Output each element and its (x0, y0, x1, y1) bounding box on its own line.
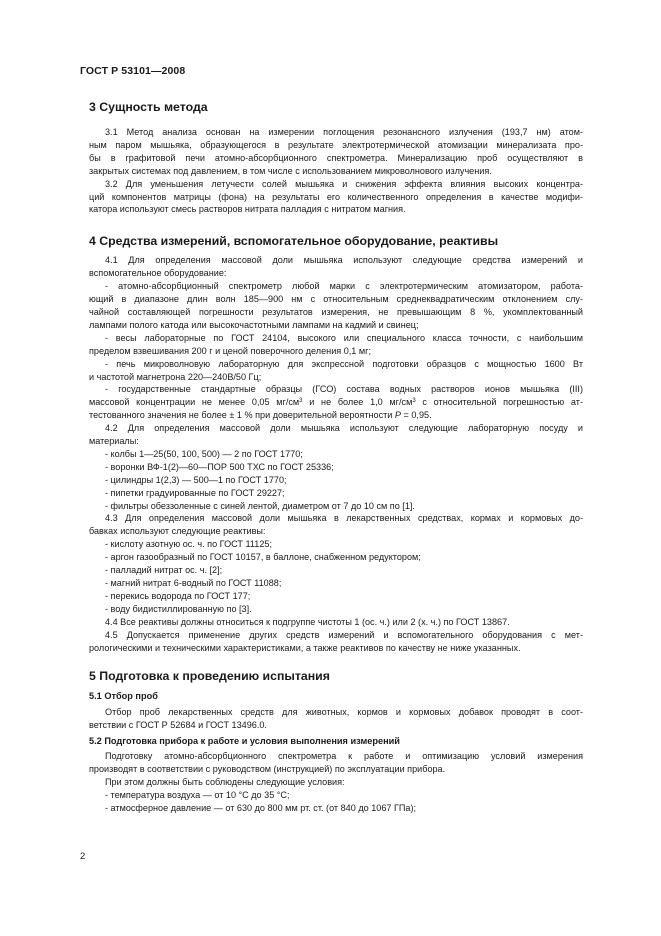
paragraph-line (89, 409, 583, 422)
variable-p: P (394, 410, 401, 421)
list-item: - атмосферное давление — от 630 до 800 мм рт. ст. (от 840 до 1067 ГПа); (105, 802, 417, 813)
paragraph-line: лампами полого катода или высокочастотными лампами на кадмий и свинец; (89, 319, 419, 330)
paragraph-line: 4.2 Для определения массовой доли мышьяка используют следующие лабораторную посуду и (105, 423, 583, 434)
paragraph-line: бы в графитовой печи атомно-абсорбционного спектрометра. Минерализацию проб осуществляют в (89, 152, 583, 163)
list-item: - температура воздуха — от 10 °С до 35 °С; (105, 789, 290, 800)
page-number: 2 (80, 851, 86, 862)
subsection-5-2-title: 5.2 Подготовка прибора к работе и условия выполнения измерений (89, 735, 400, 746)
section-4-title: 4 Средства измерений, вспомогательное оборудование, реактивы (89, 234, 499, 249)
paragraph-line: производят в соответствии с руководством (инструкцией) по эксплуатации прибора. (89, 764, 446, 775)
text-span: с относительной погрешностью ат- (415, 397, 583, 408)
paragraph-line: и частотой магнетрона 220—240В/50 Гц; (89, 371, 262, 382)
list-item: - печь микроволновую лабораторную для экспрессной подготовки образцов с мощностью 1600 Вт (105, 358, 583, 369)
paragraph-line: чайной составляющей погрешности результатов измерения, не превышающим 8 %, укомплектованный (89, 306, 583, 317)
superscript: 3 (299, 398, 303, 405)
text-span: и не более 1,0 мг/см (302, 397, 413, 408)
list-item: - кислоту азотную ос. ч. по ГОСТ 11125; (105, 539, 272, 550)
section-5-title: 5 Подготовка к проведению испытания (89, 669, 330, 684)
paragraph-line (89, 396, 583, 409)
paragraph-line: 4.1 Для определения массовой доли мышьяка используют следующие средства измерений и (105, 255, 583, 266)
paragraph-line: ющий в диапазоне длин волн 185—900 нм с относительным среднеквадратическим отклонением слу- (89, 294, 583, 305)
list-item: - перекись водорода по ГОСТ 177; (105, 590, 251, 601)
list-item: - аргон газообразный по ГОСТ 10157, в баллоне, снабженном редуктором; (105, 552, 421, 563)
paragraph-line: материалы: (89, 436, 139, 447)
paragraph-line: Подготовку атомно-абсорбционного спектрометра к работе и оптимизацию условий измерения (105, 751, 583, 762)
paragraph-line: ций компонентов матрицы (фона) на результаты его количественного определения в качестве модифи- (89, 191, 583, 202)
paragraph-line: вспомогательное оборудование: (89, 268, 227, 279)
paragraph-line: пределом взвешивания 200 г и ценой поверочного деления 0,1 мг; (89, 345, 371, 356)
text-span: тестованного значения не более ± 1 % при доверительной вероятности (89, 410, 395, 421)
paragraph-line: бавках используют следующие реактивы: (89, 526, 266, 537)
paragraph-line: 4.4 Все реактивы должны относиться к подгруппе чистоты 1 (ос. ч.) или 2 (х. ч.) по ГОСТ 13867. (105, 616, 510, 627)
list-item: - воронки ВФ-1(2)—60—ПОР 500 ТХС по ГОСТ 25336; (105, 461, 334, 472)
paragraph-line: катора используют смесь растворов нитрата палладия с нитратом магния. (89, 204, 406, 215)
paragraph-line: ным паром мышьяка, образующегося в результате электротермической атомизации минерализата про- (89, 139, 583, 150)
doc-header-code: ГОСТ Р 53101—2008 (80, 65, 186, 77)
section-3-title: 3 Сущность метода (89, 100, 208, 114)
paragraph-line: ветствии с ГОСТ Р 52684 и ГОСТ 13496.0. (89, 719, 267, 730)
list-item: - магний нитрат 6-водный по ГОСТ 11088; (105, 578, 282, 588)
list-item: - колбы 1—25(50, 100, 500) — 2 по ГОСТ 1770; (105, 448, 303, 459)
document-body (89, 99, 583, 815)
paragraph-line: 3.2 Для уменьшения летучести солей мышьяка и снижения эффекта влияния высоких концентра- (105, 178, 583, 189)
list-item: - пипетки градуированные по ГОСТ 29227; (105, 487, 285, 498)
paragraph-line: 3.1 Метод анализа основан на измерении поглощения резонансного излучения (193,7 нм) атом- (105, 127, 583, 137)
paragraph-line: рологическими и техническими характеристиками, а также реактивов по качеству не ниже указанных. (89, 642, 521, 653)
paragraph-line: 4.3 Для определения массовой доли мышьяка в лекарственных средствах, кормах и кормовых до- (105, 513, 583, 524)
list-item: - цилиндры 1(2,3) — 500—1 по ГОСТ 1770; (105, 474, 287, 485)
superscript: 3 (412, 398, 416, 405)
text-span: массовой концентрации не менее 0,05 мг/см (89, 397, 300, 408)
list-item: - палладий нитрат ос. ч. [2]; (105, 565, 223, 576)
list-item: - атомно-абсорбционный спектрометр любой марки с электротермическим атомизатором, работа- (105, 281, 583, 292)
list-item: - весы лабораторные по ГОСТ 24104, высокого или специального класса точности, с наибольшим (105, 332, 583, 343)
list-item: - воду бидистиллированную по [3]. (105, 603, 252, 614)
text-span: = 0,95. (401, 410, 432, 421)
paragraph-line: При этом должны быть соблюдены следующие условия: (105, 777, 345, 788)
paragraph-line: 4.5 Допускается применение других средств измерений и вспомогательного оборудования с мет- (105, 629, 583, 640)
subsection-5-1-title: 5.1 Отбор проб (89, 691, 158, 702)
list-item: - фильтры обеззоленные с синей лентой, диаметром от 7 до 10 см по [1]. (105, 500, 415, 511)
paragraph-line: закрытых системах под давлением, в том числе с использованием микроволнового излучения. (89, 165, 492, 176)
list-item: - государственные стандартные образцы (ГСО) состава водных растворов ионов мышьяка (III) (105, 384, 583, 395)
paragraph-line: Отбор проб лекарственных средств для животных, кормов и кормовых добавок проводят в соот- (105, 706, 583, 717)
